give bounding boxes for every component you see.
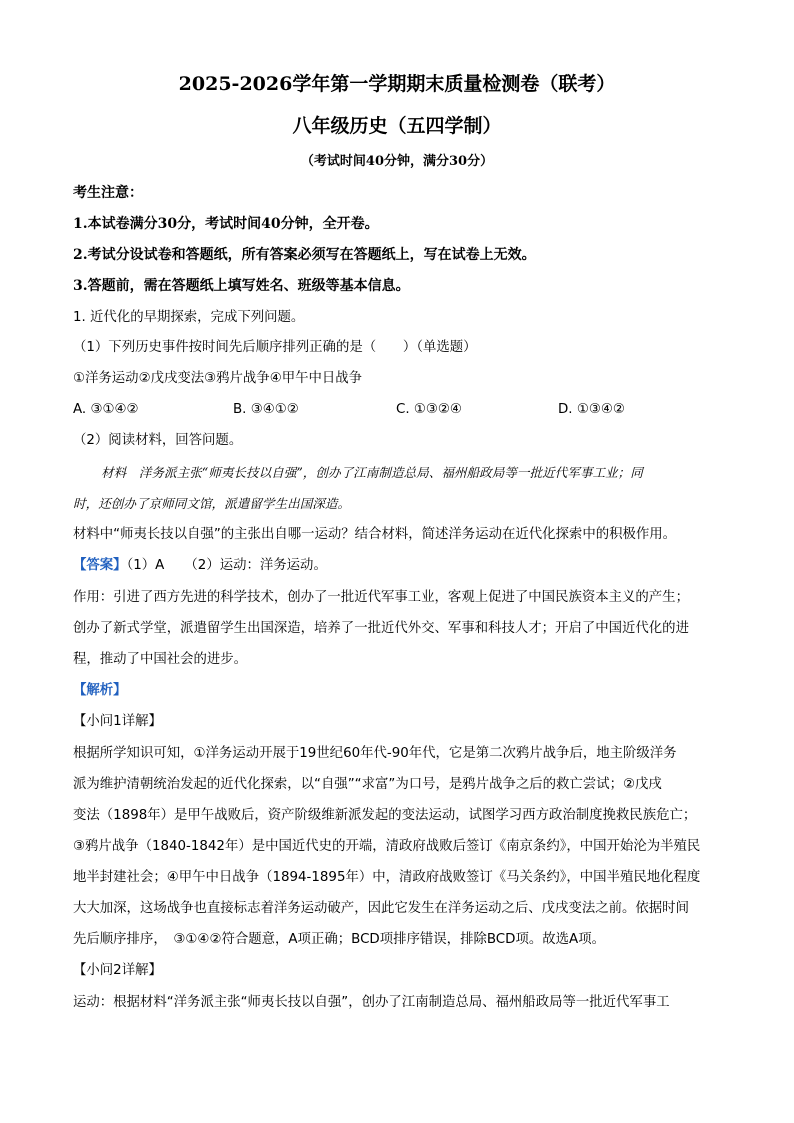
notice-item-3: 3.答题前，需在答题纸上填写姓名、班级等基本信息。 <box>73 278 410 294</box>
answer-text: （1）A （2）运动：洋务运动。 <box>126 558 327 573</box>
sub1-stem: （1）下列历史事件按时间先后顺序排列正确的是（ ）（单选题） <box>73 340 477 355</box>
option-d: D. ①③④② <box>558 402 625 417</box>
question-stem: 1. 近代化的早期探索，完成下列问题。 <box>73 310 305 325</box>
answer-detail-1: 作用：引进了西方先进的科学技术，创办了一批近代军事工业，客观上促进了中国民族资本主义的产生； <box>73 590 689 605</box>
option-b: B. ③④①② <box>233 402 299 417</box>
sub2-question: 材料中“师夷长技以自强”的主张出自哪一运动？结合材料，简述洋务运动在近代化探索中的积极作用。 <box>73 527 677 542</box>
answer-detail-2: 创办了新式学堂，派遣留学生出国深造，培养了一批近代外交、军事和科技人才；开启了中国近代化的进 <box>73 621 689 636</box>
exam-subtitle: 八年级历史（五四学制） <box>292 115 502 137</box>
exam-title: 2025-2026学年第一学期期末质量检测卷（联考） <box>178 73 616 95</box>
material-line-1: 材料 洋务派主张“师夷长技以自强”，创办了江南制造总局、福州船政局等一批近代军事工业；同 <box>101 465 643 480</box>
part1-line-7: 先后顺序排序， ③①④②符合题意，A项正确；BCD项排序错误，排除BCD项。故选A项。 <box>73 932 605 947</box>
answer-detail-3: 程，推动了中国社会的进步。 <box>73 652 248 667</box>
part2-label: 【小问2详解】 <box>73 963 162 978</box>
answer-line <box>73 557 327 575</box>
part1-label: 【小问1详解】 <box>73 714 162 729</box>
notice-heading: 考生注意： <box>73 185 143 201</box>
part2-line-1: 运动：根据材料“洋务派主张“师夷长技以自强”，创办了江南制造总局、福州船政局等一批近代军事工 <box>73 995 670 1010</box>
part1-line-6: 大大加深，这场战争也直接标志着洋务运动破产，因此它发生在洋务运动之后、戊戌变法之前。依据时间 <box>73 901 689 916</box>
part1-line-1: 根据所学知识可知，①洋务运动开展于19世纪60年代-90年代，它是第二次鸦片战争后，地主阶级洋务 <box>73 746 677 761</box>
option-c: C. ①③②④ <box>396 402 462 417</box>
material-line-2: 时，还创办了京师同文馆，派遣留学生出国深造。 <box>73 496 351 511</box>
part1-line-5: 地半封建社会；④甲午中日战争（1894-1895年）中，清政府战败签订《马关条约》，中国半殖民地化程度 <box>73 870 701 885</box>
option-a: A. ③①④② <box>73 402 139 417</box>
part1-line-4: ③鸦片战争（1840-1842年）是中国近代史的开端，清政府战败后签订《南京条约》，中国开始沦为半殖民 <box>73 839 701 854</box>
part1-line-2: 派为维护清朝统治发起的近代化探索，以“自强”“求富”为口号，是鸦片战争之后的救亡尝试；②戊戌 <box>73 777 662 792</box>
notice-item-1: 1.本试卷满分30分，考试时间40分钟，全开卷。 <box>73 216 379 232</box>
answer-label: 【答案】 <box>73 558 127 573</box>
sub2-stem: （2）阅读材料，回答问题。 <box>73 433 243 448</box>
sub1-events: ①洋务运动②戊戌变法③鸦片战争④甲午中日战争 <box>73 371 363 386</box>
part1-line-3: 变法（1898年）是甲午战败后，资产阶级维新派发起的变法运动，试图学习西方政治制度挽救民族危亡； <box>73 808 697 823</box>
exam-info: （考试时间40分钟，满分30分） <box>300 154 494 169</box>
notice-item-2: 2.考试分设试卷和答题纸，所有答案必须写在答题纸上，写在试卷上无效。 <box>73 247 536 263</box>
analysis-label: 【解析】 <box>73 683 127 698</box>
